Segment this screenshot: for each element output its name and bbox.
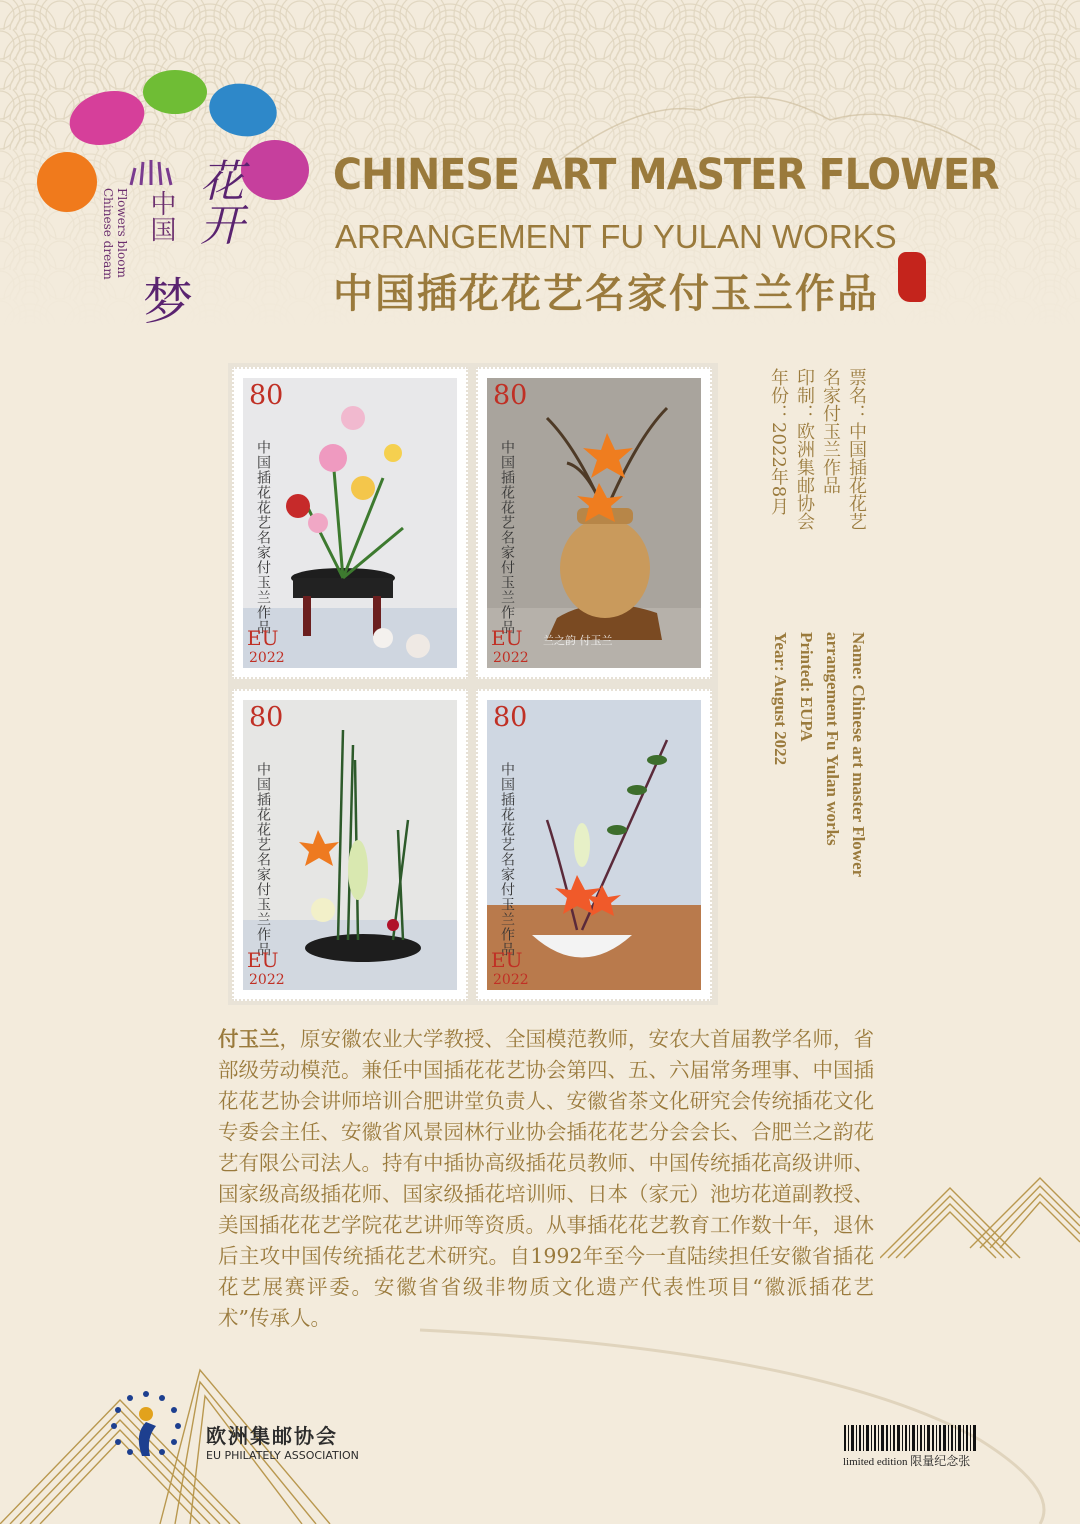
- logo-en-line1: Flowers bloom: [115, 188, 129, 278]
- bio-name: 付玉兰: [218, 1027, 280, 1051]
- flower-arrangement-icon: [487, 378, 701, 668]
- stamp-vertical-caption: 中国插花花艺名家付玉兰作品: [499, 762, 515, 957]
- stamp-artwork: [243, 700, 457, 990]
- barcode-icon: [844, 1425, 978, 1451]
- stamp-year: 2022: [493, 972, 529, 988]
- eupa-logo-icon: [98, 1386, 194, 1466]
- flower-arrangement-icon: [243, 378, 457, 668]
- stamp-artwork: [487, 700, 701, 990]
- stamp-sheet: [228, 363, 718, 1005]
- limited-edition-label: [843, 1452, 970, 1469]
- info-cn-line2: 名家付玉兰作品: [820, 368, 841, 494]
- stamp-face-value: 80: [249, 380, 284, 411]
- stamp-country: EU: [491, 626, 523, 650]
- logo-cn-china: 中国: [146, 190, 176, 242]
- stamp-year: 2022: [493, 650, 529, 666]
- limited-edition-cn: 限量纪念张: [910, 1454, 971, 1468]
- stamp-4: [476, 689, 712, 1001]
- flowers-bloom-logo: [35, 70, 325, 360]
- info-cn-line4: 年份：2022年8月: [768, 368, 789, 516]
- biography-paragraph: [218, 1024, 874, 1334]
- stamp-artwork: [487, 378, 701, 668]
- logo-cn-dream: 梦: [143, 273, 193, 331]
- red-seal-stamp-icon: [898, 252, 926, 302]
- title-english-line1: CHINESE ART MASTER FLOWER: [333, 150, 999, 200]
- stamp-artwork: [243, 378, 457, 668]
- info-cn-line3: 印制：欧洲集邮协会: [794, 368, 815, 530]
- stamp-2: [476, 367, 712, 679]
- org-name-english: EU PHILATELY ASSOCIATION: [206, 1449, 359, 1462]
- stamp-country: EU: [247, 626, 279, 650]
- stamp-country: EU: [247, 948, 279, 972]
- limited-edition-en: limited edition: [843, 1456, 908, 1468]
- logo-cn-bloom: 花开: [192, 158, 243, 246]
- flower-arrangement-icon: [487, 700, 701, 990]
- info-en-line3: Printed: EUPA: [797, 632, 816, 742]
- stamp-vertical-caption: 中国插花花艺名家付玉兰作品: [255, 762, 271, 957]
- stamp-face-value: 80: [493, 380, 528, 411]
- stamp-year: 2022: [249, 650, 285, 666]
- stamp-country: EU: [491, 948, 523, 972]
- stamp-vertical-caption: 中国插花花艺名家付玉兰作品: [499, 440, 515, 635]
- info-en-line2: arrangement Fu Yulan works: [823, 632, 842, 846]
- stamp-year: 2022: [249, 972, 285, 988]
- stamp-1: [232, 367, 468, 679]
- org-name-chinese: 欧洲集邮协会: [206, 1424, 338, 1448]
- stamp-vertical-caption: 中国插花花艺名家付玉兰作品: [255, 440, 271, 635]
- bio-text: ，原安徽农业大学教授、全国模范教师，安农大首届教学名师，省部级劳动模范。兼任中国插花花艺协会第四、五、六届常务理事、中国插花花艺协会讲师培训合肥讲堂负责人、安徽省茶文化研究会传统插花文化专委会主任、安徽省风景园林行业协会插花花艺分会会长、合肥兰之韵花艺有限公司法人。持有中插协高级插花员教师、中国传统插花高级讲师、国家级高级插花师、国家级插花培训师、日本（家元）池坊花道副教授、美国插花花艺学院花艺讲师等资质。从事插花花艺教育工作数十年，退休后主攻中国传统插花艺术研究。自1992年至今一直陆续担任安徽省插花花艺展赛评委。安徽省省级非物质文化遗产代表性项目“徽派插花艺术”传承人。: [218, 1027, 874, 1330]
- gold-mountains-right-icon: [880, 1168, 1080, 1278]
- artist-watermark: 兰之韵 付玉兰: [543, 634, 613, 647]
- flower-arrangement-icon: [243, 700, 457, 990]
- stamp-3: [232, 689, 468, 1001]
- stamp-face-value: 80: [493, 702, 528, 733]
- info-en-line1: Name: Chinese art master Flower: [849, 632, 868, 878]
- title-chinese: 中国插花花艺名家付玉兰作品: [333, 270, 879, 317]
- stamp-face-value: 80: [249, 702, 284, 733]
- title-english-line2: ARRANGEMENT FU YULAN WORKS: [335, 218, 897, 255]
- info-cn-line1: 票名：中国插花花艺: [846, 368, 867, 530]
- info-en-line4: Year: August 2022: [771, 632, 790, 766]
- logo-en-line2: Chinese dream: [101, 188, 115, 280]
